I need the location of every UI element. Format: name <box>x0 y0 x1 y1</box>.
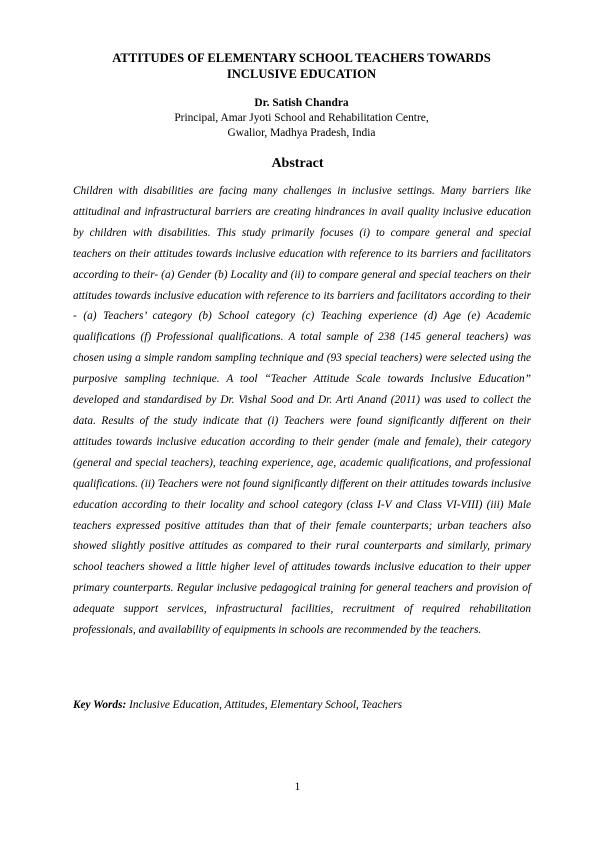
title-line-2: INCLUSIVE EDUCATION <box>226 67 377 81</box>
title-line-1: ATTITUDES OF ELEMENTARY SCHOOL TEACHERS TOWARDS <box>112 51 491 65</box>
affiliation-line-2: Gwalior, Madhya Pradesh, India <box>227 127 376 139</box>
author-name: Dr. Satish Chandra <box>254 97 349 109</box>
author-block <box>60 96 543 141</box>
keywords <box>73 698 531 712</box>
keywords-text: Inclusive Education, Attitudes, Elementary School, Teachers <box>126 699 403 711</box>
abstract-text: Children with disabilities are facing many challenges in inclusive settings. Many barriers like attitudinal and infrastructural barriers are creating hindrances in avail quality inclusive education by children with disabilities. This study primarily focuses (i) to compare general and special teachers on their attitudes towards inclusive education with reference to its barriers and facilitators according to their- (a) Gender (b) Locality and (ii) to compare general and special teachers on their attitudes towards inclusive education with reference to its barriers and facilitators according to their - (a) Teachers’ category (b) School category (c) Teaching experience (d) Age (e) Academic qualifications (f) Professional qualifications. A total sample of 238 (145 general teachers) was chosen using a simple random sampling technique and (93 special teachers) were selected using the purposive sampling technique. A tool “Teacher Attitude Scale towards Inclusive Education” developed and standardised by Dr. Vishal Sood and Dr. Arti Anand (2011) was used to collect the data. Results of the study indicate that (i) Teachers were found significantly different on their attitudes towards inclusive education according to their gender (male and female), their category (general and special teachers), teaching experience, age, academic qualifications, and professional qualifications. (ii) Teachers were not found significantly different on their attitudes towards inclusive education according to their locality and school category (class I-V and Class VI-VIII) (iii) Male teachers expressed positive attitudes than that of their female counterparts; urban teachers also showed slightly positive attitudes as compared to their rural counterparts and similarly, primary school teachers showed a little higher level of attitudes towards inclusive education to their upper primary counterparts. Regular inclusive pedagogical training for general teachers and provision of adequate support services, infrastructural facilities, recruitment of required rehabilitation professionals, and availability of equipments in schools are recommended by the teachers. <box>73 185 531 637</box>
keywords-label: Key Words: <box>73 699 127 711</box>
abstract-heading: Abstract <box>271 156 324 171</box>
page-number: 1 <box>294 781 301 793</box>
affiliation-line-1: Principal, Amar Jyoti School and Rehabilitation Centre, <box>174 112 429 124</box>
paper-title <box>60 50 543 82</box>
